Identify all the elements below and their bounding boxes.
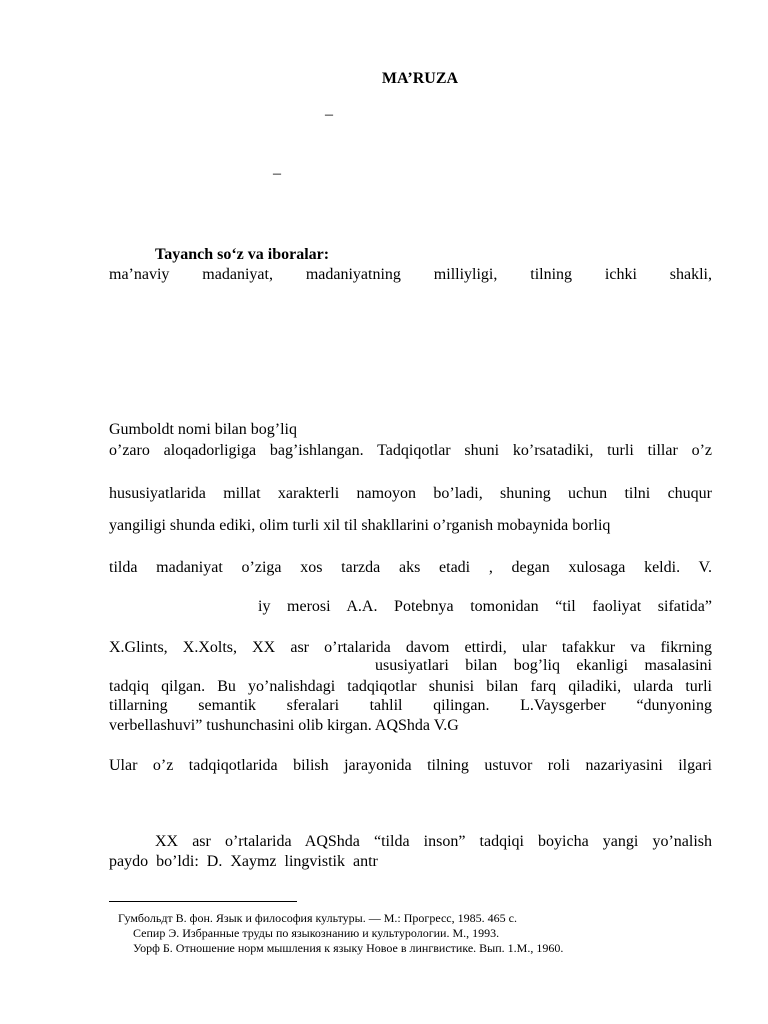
- text-line: tillarning semantik sferalari tahlil qilingan. L.Vaysgerber “dunyoning: [109, 697, 712, 714]
- footnote: Уорф Б. Отношение норм мышления к языку Новое в лингвистике. Вып. 1.М., 1960.: [133, 941, 564, 955]
- text-line: hususiyatlarida millat xarakterli namoyon bo’ladi, shuning uchun tilni chuqur: [109, 485, 712, 502]
- text-line: Gumboldt nomi bilan bog’liq: [109, 421, 297, 438]
- text-line: iy merosi A.A. Potebnya tomonidan “til faoliyat sifatida”: [258, 598, 712, 615]
- text-line: yangiligi shunda ediki, olim turli xil til shakllarini o’rganish mobaynida borliq: [109, 517, 611, 534]
- text-line: ususiyatlari bilan bog’liq ekanligi masalasini: [375, 657, 712, 674]
- keywords-line: ma’naviy madaniyat, madaniyatning milliyligi, tilning ichki shakli,: [109, 266, 712, 283]
- text-line: Ular o’z tadqiqotlarida bilish jarayonida tilning ustuvor roli nazariyasini ilgari: [109, 757, 712, 774]
- footnote-separator: [109, 901, 297, 902]
- document-title: MA’RUZA: [381, 70, 459, 87]
- keywords-heading: Tayanch so‘z va iboralar:: [155, 246, 330, 263]
- footnote: Сепир Э. Избранные труды по языкознанию и культурологии. М., 1993.: [133, 926, 500, 940]
- dash-mark: –: [325, 106, 333, 123]
- text-line: tadqiq qilgan. Bu yo’nalishdagi tadqiqotlar shunisi bilan farq qiladiki, ularda turli: [109, 678, 712, 695]
- text-line: o’zaro aloqadorligiga bag’ishlangan. Tadqiqotlar shuni ko’rsatadiki, turli tillar o’z: [109, 442, 712, 459]
- dash-mark: –: [273, 165, 281, 182]
- text-line: XX asr o’rtalarida AQShda “tilda inson” tadqiqi boyicha yangi yo’nalish: [155, 833, 712, 850]
- text-line: X.Glints, X.Xolts, XX asr o’rtalarida davom ettirdi, ular tafakkur va fikrning: [109, 639, 712, 656]
- text-line: tilda madaniyat o’ziga xos tarzda aks etadi , degan xulosaga keldi. V.: [109, 559, 712, 576]
- text-line: paydo bo’ldi: D. Xaymz lingvistik antr: [109, 853, 378, 870]
- footnote: Гумбольдт В. фон. Язык и философия культуры. — М.: Прогресс, 1985. 465 с.: [118, 911, 517, 925]
- text-line: verbellashuvi” tushunchasini olib kirgan. AQShda V.G: [109, 717, 459, 734]
